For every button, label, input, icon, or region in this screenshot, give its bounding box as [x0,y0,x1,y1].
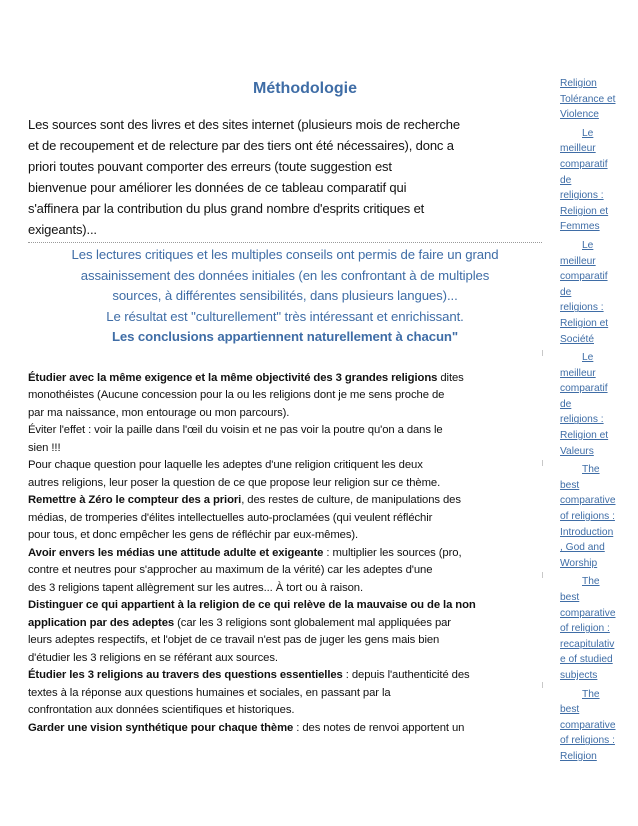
body-line-text: contre et neutres pour s'approcher au maximum de la vérité) car les adeptes d'une [28,564,433,576]
sidebar-link-text: meilleur [560,255,596,267]
sidebar-link-text: best [560,592,580,603]
sidebar-link-text: Religion et [560,317,609,329]
sidebar-link[interactable] [560,126,630,235]
sidebar-link-text: of religions : [560,735,615,747]
body-line [28,685,542,703]
sidebar-link-text: Femmes [560,221,600,233]
body-line-text: monothéistes (Aucune concession pour la ou les religions dont je me sens proche de [28,389,445,401]
sidebar-link-text: comparative [560,719,616,731]
sidebar-link-text: religions : [560,190,604,202]
callout-box [28,245,542,348]
body-line [28,562,542,580]
intro-line: et de recoupement et de relecture par des tiers ont été nécessaires), donc a [28,138,454,153]
body-line [28,510,542,528]
body-line [28,387,542,405]
body-line [28,492,542,510]
body-line [28,440,542,458]
callout-line: Les lectures critiques et les multiples conseils ont permis de faire un grand [71,247,499,262]
sidebar-link-text: Religion et [560,205,609,217]
body-line-text: textes à la réponse aux questions humaines et sociales, en passant par la [28,686,391,699]
sidebar-link-text: Le [582,127,594,139]
body-line-emphasis: Remettre à Zéro le compteur des a priori [28,494,242,506]
sidebar-link-text: Valeurs [560,445,594,457]
sidebar-link-text: Le [582,352,594,364]
body-line-text: (car les 3 religions sont globalement mal appliquées par [174,616,451,629]
body-line-text: des 3 religions tapent allègrement sur les autres... À tort ou à raison. [28,581,364,594]
sidebar-link-text: Introduction [560,526,614,538]
sidebar-link-text: comparatif [560,383,608,395]
intro-line: s'affinera par la contribution du plus grand nombre d'esprits critiques et [28,201,425,216]
body-line [28,650,542,668]
sidebar-link-text: best [560,704,580,716]
body-line-text: pour tous, et donc empêcher les gens de réfléchir par eux-mêmes). [28,529,359,541]
intro-line: priori toutes pouvant comporter des erreurs (toute suggestion est [28,159,392,174]
sidebar-link[interactable] [560,76,630,123]
sidebar-link-text: Religion et [560,430,609,442]
body-line-emphasis: Distinguer ce qui appartient à la religion de ce qui relève de la mauvaise ou de la non [28,599,476,611]
sidebar-link[interactable] [560,350,630,459]
page-title: Méthodologie [253,80,357,97]
sidebar-link-text: e of studied [560,654,613,666]
sidebar-link-text: meilleur [560,367,596,379]
sidebar-link-text: Société [560,333,594,345]
body-line-text: d'étudier les 3 religions en se référant aux sources. [28,651,278,664]
body-line [28,457,542,475]
body-line-emphasis: Étudier les 3 religions au travers des questions essentielles [28,669,343,681]
methodology-body [28,370,542,738]
body-line [28,720,542,738]
body-line-text: : des notes de renvoi apportent un [293,721,465,734]
body-line-text: autres religions, leur poser la question de ce que propose leur religion sur ce thème. [28,476,441,489]
intro-paragraph [28,114,542,240]
body-line [28,667,542,685]
sidebar-link-text: Worship [560,557,598,569]
body-line [28,405,542,423]
sidebar-links [560,76,630,768]
sidebar-link-text: best [560,479,580,491]
body-line-text: : depuis l'authenticité des [342,669,470,681]
sidebar-link[interactable] [560,574,630,683]
column-marker [542,350,543,356]
body-line [28,597,542,615]
sidebar-link-text: comparative [560,607,616,619]
sidebar-link[interactable] [560,238,630,347]
sidebar-link-text: of religions : [560,511,615,523]
intro-line: Les sources sont des livres et des sites internet (plusieurs mois de recherche [28,117,460,132]
sidebar-link-text: recapitulativ [560,638,615,650]
body-line [28,545,542,563]
sidebar-link-text: Violence [560,109,599,121]
callout-line: sources, à différentes sensibilités, dans plusieurs langues)... [112,288,458,303]
callout-line: Le résultat est "culturellement" très intéressant et enrichissant. [106,308,464,324]
sidebar-link-text: Tolérance et [560,93,616,105]
sidebar-link[interactable] [560,687,630,765]
body-line-text: : multiplier les sources (pro, [323,546,462,559]
sidebar-link-text: The [582,576,600,588]
intro-line: bienvenue pour améliorer les données de ce tableau comparatif qui [28,180,407,195]
body-line-text: , des restes de culture, de manipulations des [241,494,461,506]
body-line [28,702,542,720]
body-line-text: leurs adeptes respectifs, et l'objet de ce travail n'est pas de juger les gens mais bien [28,634,440,646]
sidebar-link-text: Religion [560,750,597,762]
column-marker [542,682,543,688]
callout-line: assainissement des données initiales (en les confrontant à de multiples [80,267,490,283]
sidebar-link-text: The [582,464,600,476]
body-line-emphasis: Garder une vision synthétique pour chaque thème [28,721,294,734]
sidebar-link-text: de [560,174,572,186]
sidebar-link-text: religions : [560,414,604,426]
body-line-text: dites [437,371,464,384]
body-line-text: médias, de tromperies d'élites intellectuelles auto-proclamées (qui veulent réfléchir [28,511,433,524]
dotted-divider [28,242,542,243]
sidebar-link-text: comparative [560,495,616,507]
sidebar-link-text: of religion : [560,623,610,635]
sidebar-link-text: meilleur [560,143,596,155]
sidebar-link-text: de [560,398,572,410]
body-line-text: confrontation aux données scientifiques et historiques. [28,704,295,716]
body-line-text: par ma naissance, mon entourage ou mon parcours). [28,406,290,419]
sidebar-link-text: Le [582,239,594,251]
body-line [28,475,542,493]
sidebar-link-text: comparatif [560,158,608,170]
sidebar-link-text: comparatif [560,271,608,283]
sidebar-link-text: The [582,688,600,700]
body-line [28,580,542,598]
body-line-text: Pour chaque question pour laquelle les adeptes d'une religion critiquent les deux [28,459,423,471]
body-line [28,615,542,633]
main-content [28,80,542,737]
column-marker [542,572,543,578]
body-line [28,527,542,545]
body-line [28,370,542,388]
sidebar-link-text: Religion [560,78,597,89]
body-line-text: sien !!! [28,441,61,454]
sidebar-link-text: , God and [560,542,605,554]
body-line-text: Éviter l'effet : voir la paille dans l'œil du voisin et ne pas voir la poutre qu'on a dans le [28,424,443,436]
intro-line: exigeants)... [28,222,97,237]
sidebar-link[interactable] [560,462,630,571]
sidebar-link-text: de [560,286,572,298]
body-line [28,632,542,650]
body-line-emphasis: Étudier avec la même exigence et la même objectivité des 3 grandes religions [28,371,438,384]
column-marker [542,460,543,466]
sidebar-link-text: subjects [560,669,598,681]
callout-conclusion: Les conclusions appartiennent naturellement à chacun" [111,329,459,344]
body-line [28,422,542,440]
sidebar-link-text: religions : [560,302,604,314]
body-line-emphasis: Avoir envers les médias une attitude adulte et exigeante [28,546,324,559]
body-line-emphasis: application par des adeptes [28,616,175,629]
